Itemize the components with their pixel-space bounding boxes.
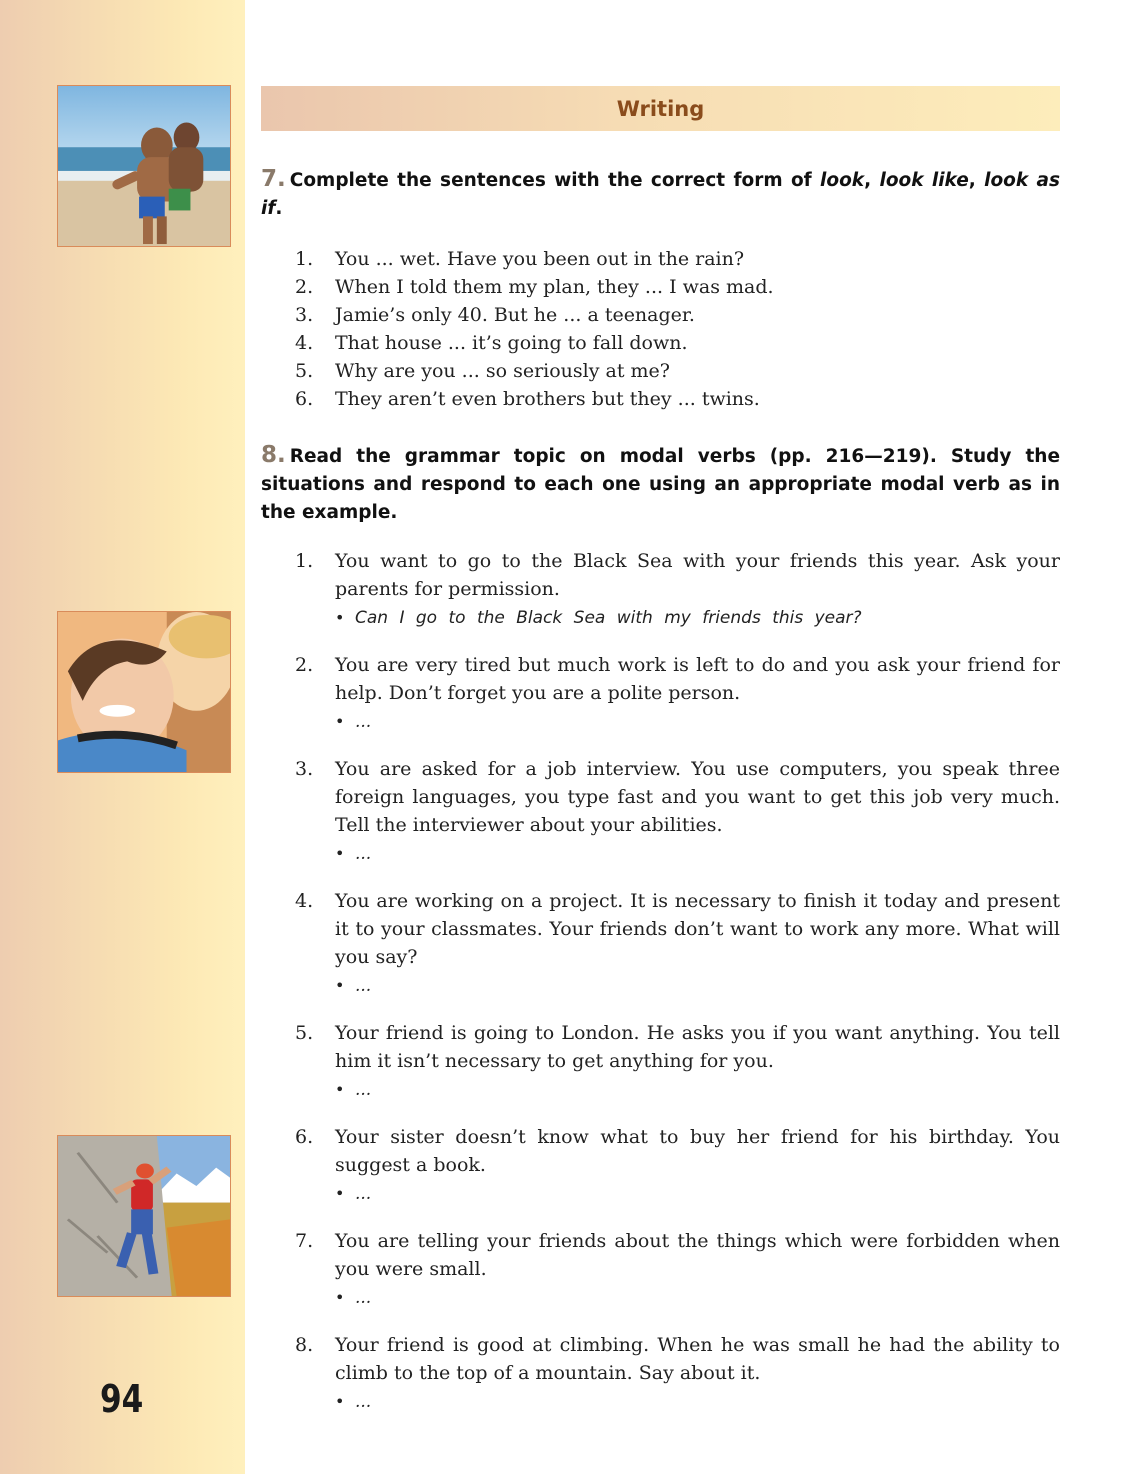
situation-text: You are working on a project. It is necessary to finish it today and present it to your classmates. Your friends don’t want to work any more. What will you say?: [335, 890, 1060, 968]
section-title: Writing: [616, 96, 705, 121]
answer-placeholder: [335, 1283, 1060, 1313]
item-text: You ... wet. Have you been out in the rain?: [335, 248, 745, 270]
answer-placeholder: [335, 839, 1060, 869]
item-text: Why are you ... so seriously at me?: [335, 360, 670, 382]
task7-term-look-like: look like: [879, 170, 969, 191]
situation-item: [261, 1019, 1060, 1105]
bullet-icon: •: [335, 976, 345, 995]
situation-text: Your sister doesn’t know what to buy her friend for his birthday. You suggest a book.: [335, 1126, 1060, 1176]
example-answer: [335, 603, 1060, 633]
item-number: 6.: [295, 388, 314, 410]
answer-text: ...: [355, 976, 372, 996]
task7-item: [261, 385, 1060, 413]
task7-number: 7.: [261, 166, 286, 192]
task8-heading: [261, 441, 1060, 527]
item-number: 1.: [295, 248, 314, 270]
situation-text: You are very tired but much work is left to do and you ask your friend for help. Don’t forget you are a polite person.: [335, 654, 1060, 704]
situation-text: You are telling your friends about the things which were forbidden when you were small.: [335, 1230, 1060, 1280]
answer-placeholder: [335, 707, 1060, 737]
situation-item: [261, 1331, 1060, 1417]
answer-text: ...: [355, 1184, 372, 1204]
item-number: 5.: [295, 1022, 314, 1044]
item-number: 2.: [295, 276, 314, 298]
task7-item: [261, 301, 1060, 329]
answer-text: ...: [355, 1080, 372, 1100]
task7-term-look: look: [820, 170, 865, 191]
bullet-icon: •: [335, 1184, 345, 1203]
answer-placeholder: [335, 1387, 1060, 1417]
beach-boys-photo: [57, 85, 231, 247]
answer-text: ...: [355, 1288, 372, 1308]
answer-text: ...: [355, 844, 372, 864]
bullet-icon: •: [335, 844, 345, 863]
answer-placeholder: [335, 1179, 1060, 1209]
page-number: 94: [100, 1377, 144, 1421]
answer-placeholder: [335, 1075, 1060, 1105]
answer-text: Can I go to the Black Sea with my friends this year?: [355, 608, 862, 628]
item-number: 6.: [295, 1126, 314, 1148]
situation-item: [261, 547, 1060, 633]
task7-separator: ,: [864, 170, 880, 191]
item-number: 4.: [295, 332, 314, 354]
bullet-icon: •: [335, 608, 345, 627]
situation-item: [261, 651, 1060, 737]
item-text: They aren’t even brothers but they ... twins.: [335, 388, 760, 410]
task7-separator: ,: [968, 170, 985, 191]
task7-term-look-as-if: look as if: [261, 170, 1060, 219]
item-text: Jamie’s only 40. But he ... a teenager.: [335, 304, 695, 326]
task7-item: [261, 329, 1060, 357]
rock-climber-photo: [57, 1135, 231, 1297]
task7-instruction: Complete the sentences with the correct form of: [289, 170, 821, 191]
item-number: 2.: [295, 654, 314, 676]
task8-list: [261, 547, 1060, 1417]
task7-item: [261, 357, 1060, 385]
situation-item: [261, 1123, 1060, 1209]
task7-heading: [261, 165, 1060, 223]
situation-text: You are asked for a job interview. You use computers, you speak three foreign languages, you type fast and you want to get this job very much. Tell the interviewer about your abilities.: [335, 758, 1060, 836]
answer-text: ...: [355, 1392, 372, 1412]
task7-list: [261, 245, 1060, 413]
task7-item: [261, 273, 1060, 301]
situation-item: [261, 755, 1060, 869]
situation-item: [261, 887, 1060, 1001]
item-text: That house ... it’s going to fall down.: [335, 332, 688, 354]
bullet-icon: •: [335, 1288, 345, 1307]
item-number: 4.: [295, 890, 314, 912]
task7-item: [261, 245, 1060, 273]
item-number: 3.: [295, 304, 314, 326]
task8-number: 8.: [261, 442, 286, 468]
task7-period: .: [275, 198, 283, 219]
situation-text: Your friend is going to London. He asks you if you want anything. You tell him it isn’t necessary to get anything for you.: [335, 1022, 1060, 1072]
bullet-icon: •: [335, 712, 345, 731]
page-content: [261, 165, 1060, 1435]
situation-text: Your friend is good at climbing. When he was small he had the ability to climb to the top of a mountain. Say about it.: [335, 1334, 1060, 1384]
situation-item: [261, 1227, 1060, 1313]
situation-text: You want to go to the Black Sea with your friends this year. Ask your parents for permission.: [335, 550, 1060, 600]
item-number: 3.: [295, 758, 314, 780]
bullet-icon: •: [335, 1080, 345, 1099]
item-number: 1.: [295, 550, 314, 572]
bullet-icon: •: [335, 1392, 345, 1411]
item-number: 5.: [295, 360, 314, 382]
item-number: 7.: [295, 1230, 314, 1252]
teenagers-photo: [57, 611, 231, 773]
item-number: 8.: [295, 1334, 314, 1356]
task8-instruction: Read the grammar topic on modal verbs (pp. 216—219). Study the situations and respond to each one using an appropriate modal verb as in the example.: [261, 446, 1060, 523]
answer-placeholder: [335, 971, 1060, 1001]
item-text: When I told them my plan, they ... I was mad.: [335, 276, 774, 298]
answer-text: ...: [355, 712, 372, 732]
section-header: [261, 86, 1060, 131]
